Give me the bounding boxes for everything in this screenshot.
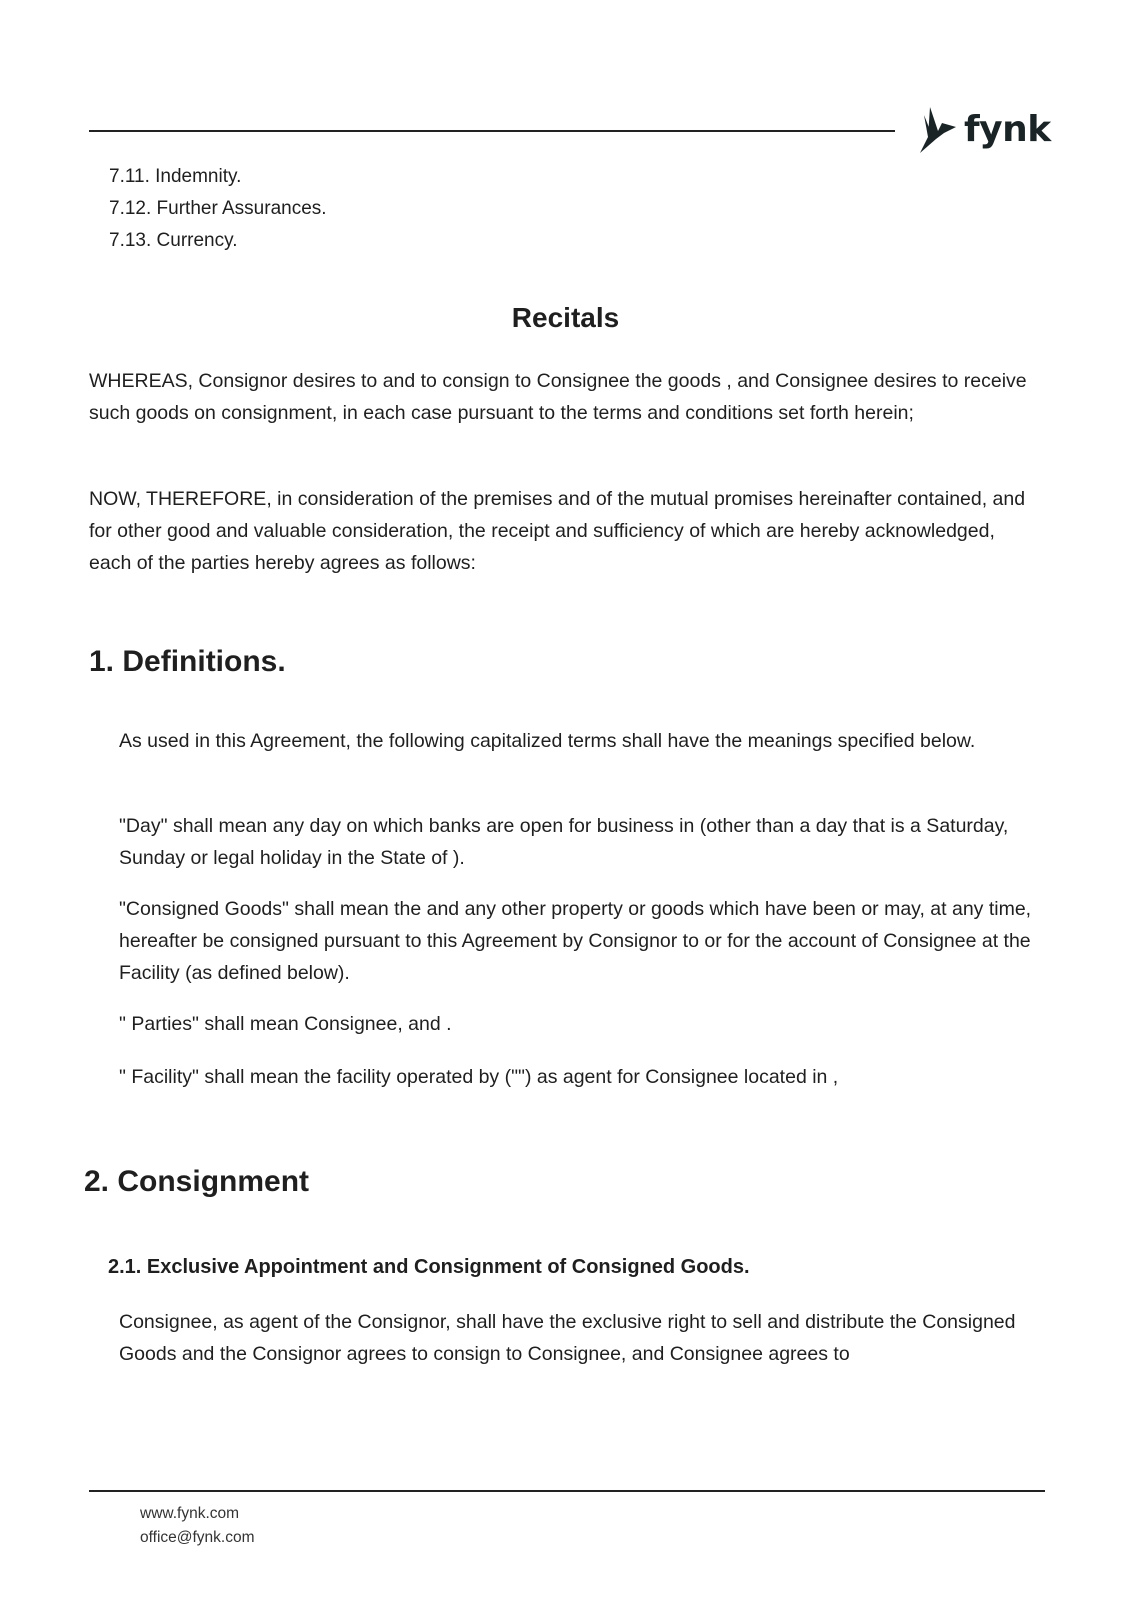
- section-definitions-heading: 1. Definitions.: [89, 645, 286, 678]
- footer-email: office@fynk.com: [140, 1529, 255, 1546]
- page-footer: [140, 1502, 255, 1550]
- consignment-paragraph: Consignee, as agent of the Consignor, shall have the exclusive right to sell and distribute the Consigned Goods and the Consignor agrees to consign to Consignee, and Consignee agrees to: [119, 1311, 1016, 1365]
- toc-item-indemnity: 7.11. Indemnity.: [109, 166, 242, 187]
- definition-parties: " Parties" shall mean Consignee, and .: [119, 1013, 452, 1035]
- logo-wordmark: fynk: [964, 109, 1051, 150]
- definition-consigned-goods: "Consigned Goods" shall mean the and any other property or goods which have been or may, at any time, hereafter be consigned pursuant to this Agreement by Consignor to or for the account of Consignee at the Facility (as defined below).: [119, 898, 1032, 984]
- section-consignment-heading: 2. Consignment: [84, 1165, 310, 1198]
- brand-logo: [918, 105, 1051, 155]
- definition-facility: " Facility" shall mean the facility operated by ("") as agent for Consignee located in ,: [119, 1066, 839, 1088]
- header-divider: [89, 130, 895, 132]
- toc-item-further-assurances: 7.12. Further Assurances.: [109, 198, 327, 219]
- definitions-intro: As used in this Agreement, the following capitalized terms shall have the meanings specified below.: [119, 730, 976, 752]
- footer-website: www.fynk.com: [140, 1505, 240, 1522]
- bird-icon: [918, 105, 958, 155]
- table-of-contents: [109, 161, 327, 257]
- whereas-paragraph: WHEREAS, Consignor desires to and to consign to Consignee the goods , and Consignee desires to receive such goods on consignment, in each case pursuant to the terms and conditions set forth herein;: [89, 370, 1027, 424]
- toc-item-currency: 7.13. Currency.: [109, 230, 238, 251]
- definition-day: "Day" shall mean any day on which banks are open for business in (other than a day that is a Saturday, Sunday or legal holiday in the State of ).: [119, 815, 1009, 869]
- footer-divider: [89, 1490, 1045, 1492]
- subsection-exclusive-appointment-heading: 2.1. Exclusive Appointment and Consignment of Consigned Goods.: [108, 1256, 750, 1278]
- now-therefore-paragraph: NOW, THEREFORE, in consideration of the premises and of the mutual promises hereinafter contained, and for other good and valuable consideration, the receipt and sufficiency of which are hereby acknowledged, each of the parties hereby agrees as follows:: [89, 488, 1026, 574]
- recitals-title: Recitals: [511, 302, 620, 333]
